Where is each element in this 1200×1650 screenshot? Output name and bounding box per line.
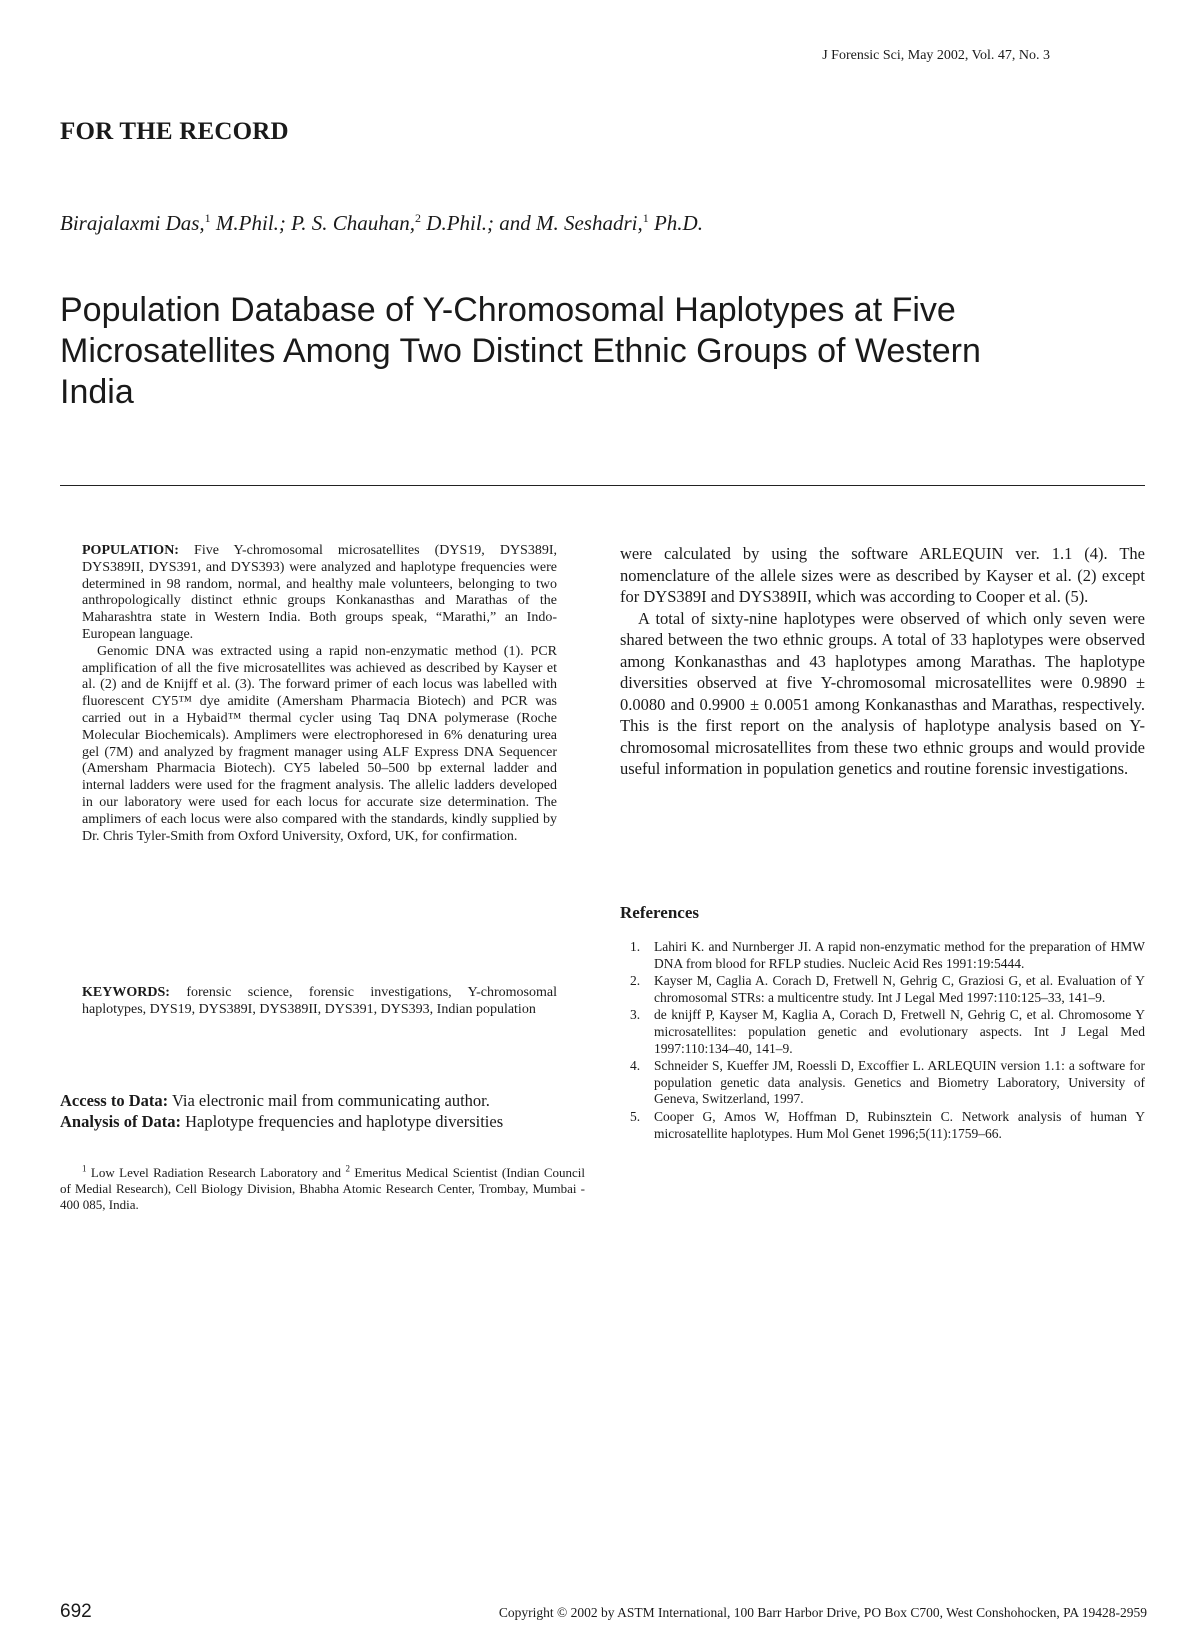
author-name: Birajalaxmi Das, <box>60 211 205 235</box>
access-label: Access to Data: <box>60 1091 169 1110</box>
copyright-notice: Copyright © 2002 by ASTM International, 100 Barr Harbor Drive, PO Box C700, West Conshohocken, PA 19428-2959 <box>498 1605 1147 1620</box>
reference-text: Kayser M, Caglia A. Corach D, Fretwell N, Gehrig C, Graziosi G, et al. Evaluation of Y chromosomal STRs: a multicentre study. Int J Legal Med 1997:110:125–33, 141–9. <box>654 973 1145 1005</box>
reference-number: 3. <box>630 1007 641 1023</box>
population-label: POPULATION: <box>82 543 179 558</box>
author-affiliation-mark: 1 <box>642 211 649 225</box>
reference-list <box>630 939 1145 1143</box>
author-name: P. S. Chauhan, <box>285 211 416 235</box>
footnote-text <box>60 1165 585 1213</box>
section-label: FOR THE RECORD <box>60 118 289 145</box>
reference-number: 4. <box>630 1058 641 1074</box>
reference-item <box>630 1109 1145 1142</box>
reference-text: Schneider S, Kueffer JM, Roessli D, Excoffier L. ARLEQUIN version 1.1: a software for population genetic data analysis. Genetics and Biometry Laboratory, University of Geneva, Switzerland, 1997. <box>654 1058 1145 1107</box>
analysis-label: Analysis of Data: <box>60 1112 182 1131</box>
reference-item <box>630 973 1145 1006</box>
paper-title: Population Database of Y-Chromosomal Haplotypes at Five Microsatellites Among Two Distinct Ethnic Groups of Western India <box>60 291 981 411</box>
continuation-paragraph: were calculated by using the software ARLEQUIN ver. 1.1 (4). The nomenclature of the allele sizes were as described by Kayser et al. (2) except for DYS389I and DYS389II, which was according to Cooper et al. (5). <box>620 544 1145 606</box>
page-number: 692 <box>60 1601 92 1622</box>
reference-item <box>630 1058 1145 1108</box>
population-text: Five Y-chromosomal microsatellites (DYS19, DYS389I, DYS389II, DYS391, and DYS393) were analyzed and haplotype frequencies were determined in 98 random, normal, and healthy male volunteers, belonging to two anthropologically distinct ethnic groups Konkanasthas and Marathas of the Maharashtra state in Western India. Both groups speak, “Marathi,” an Indo-European language. <box>82 543 558 642</box>
reference-item <box>630 939 1145 972</box>
keywords-label: KEYWORDS: <box>82 985 170 1000</box>
reference-text: de knijff P, Kayser M, Kaglia A, Corach D, Fretwell N, Gehrig C, et al. Chromosome Y microsatellites: population genetic and evolutionary aspects. Int J Legal Med 1997:110:134–40, 141–9. <box>654 1007 1145 1056</box>
reference-item <box>630 1007 1145 1057</box>
analysis-of-data-line <box>60 1111 590 1132</box>
reference-number: 1. <box>630 939 641 954</box>
author-affiliation-mark: 2 <box>415 211 422 225</box>
journal-header: J Forensic Sci, May 2002, Vol. 47, No. 3 <box>822 48 1050 63</box>
author-affiliation-mark: 1 <box>204 211 211 225</box>
results-paragraph: A total of sixty-nine haplotypes were observed of which only seven were shared between the two ethnic groups. A total of 33 haplotypes were observed among Konkanasthas and 43 haplotypes among Marathas. The haplotype diversities observed at five Y-chromosomal microsatellites were 0.9890 ± 0.0080 and 0.9900 ± 0.0051 among Konkanasthas and Marathas, respectively. This is the first report on the analysis of haplotype analysis based on Y-chromosomal microsatellites from these two ethnic groups and would provide useful information in population genetics and routine forensic investigations. <box>620 608 1145 778</box>
author-degree: Ph.D. <box>648 211 703 235</box>
author-degree: M.Phil.; <box>210 211 286 235</box>
footnote-affiliation-1: Low Level Radiation Research Laboratory and <box>86 1165 346 1180</box>
reference-text: Lahiri K. and Nurnberger JI. A rapid non-enzymatic method for the preparation of HMW DNA from blood for RFLP studies. Nucleic Acid Res 1991:19:5444. <box>654 939 1145 971</box>
left-column-body <box>82 543 557 845</box>
keywords-paragraph <box>82 985 557 1019</box>
reference-number: 2. <box>630 973 641 989</box>
author-line <box>60 211 703 236</box>
right-column-body <box>620 543 1145 780</box>
footnote-affiliation-2: Emeritus Medical Scientist (Indian Council of Medial Research), Cell Biology Division, Bhabha Atomic Research Center, Trombay, Mumbai - 400 085, India. <box>60 1165 585 1212</box>
affiliation-footnote <box>60 1165 585 1213</box>
footnote-mark: 2 <box>345 1163 350 1174</box>
access-text: Via electronic mail from communicating author. <box>171 1091 490 1110</box>
keywords-text: forensic science, forensic investigations, Y-chromosomal haplotypes, DYS19, DYS389I, DYS389II, DYS391, DYS393, Indian population <box>82 985 557 1017</box>
reference-text: Cooper G, Amos W, Hoffman D, Rubinsztein C. Network analysis of human Y microsatellite haplotypes. Hum Mol Genet 1996;5(11):1759–66. <box>654 1108 1145 1141</box>
author-name: and M. Seshadri, <box>493 211 643 235</box>
title-divider <box>60 485 1145 486</box>
access-to-data-line <box>60 1090 590 1111</box>
author-degree: D.Phil.; <box>421 211 494 235</box>
footnote-mark: 1 <box>82 1163 87 1174</box>
reference-number: 5. <box>630 1108 641 1124</box>
data-access-block <box>60 1090 590 1132</box>
methods-paragraph: Genomic DNA was extracted using a rapid non-enzymatic method (1). PCR amplification of all the five microsatellites was achieved as described by Kayser et al. (2) and de Knijff et al. (3). The forward primer of each locus was labelled with fluorescent CY5™ dye amidite (Amersham Pharmacia Biotech) and PCR was carried out in a Hybaid™ thermal cycler using Taq DNA polymerase (Roche Molecular Biochemicals). Amplimers were electrophoresed in 6% denaturing urea gel (7M) and analyzed by fragment manager using ALF Express DNA Sequencer (Amersham Pharmacia Biotech). CY5 labeled 50–500 bp external ladder and internal ladders were used for the fragment analysis. The allelic ladders developed in our laboratory were used for each locus for accurate size determination. The amplimers of each locus were also compared with the standards, kindly supplied by Dr. Chris Tyler-Smith from Oxford University, Oxford, UK, for confirmation. <box>82 643 557 844</box>
analysis-text: Haplotype frequencies and haplotype diversities <box>185 1112 504 1131</box>
population-paragraph <box>82 543 557 644</box>
references-heading: References <box>620 903 699 922</box>
